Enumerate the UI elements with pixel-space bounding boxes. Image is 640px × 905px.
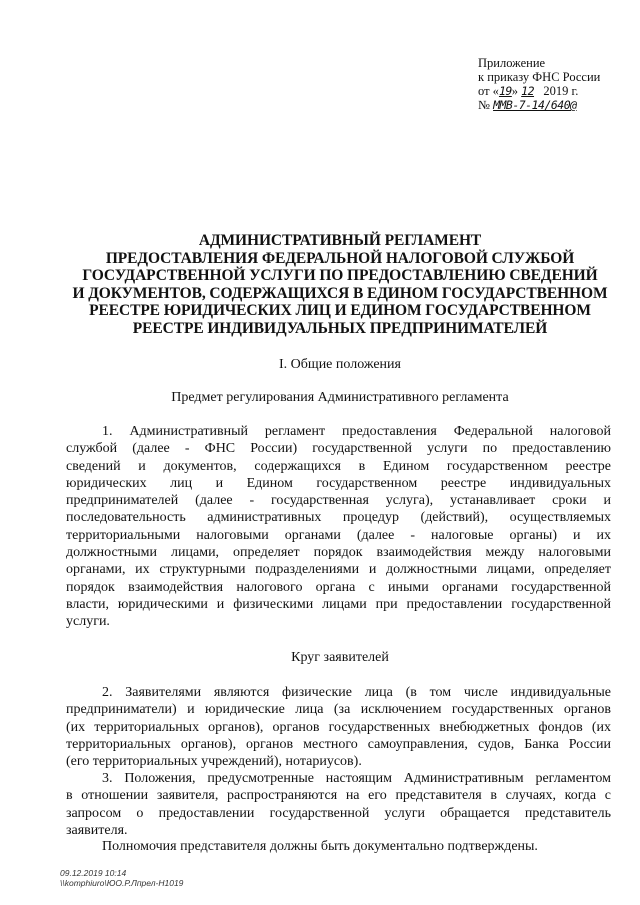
subheading-regulation-subject: Предмет регулирования Административного регламента — [171, 390, 509, 405]
paragraph-line: сведений и документов, содержащихся в Едином государственном реестре — [66, 458, 611, 474]
document-title — [60, 232, 620, 337]
paragraph-line: 3. Положения, предусмотренные настоящим Административным регламентом — [102, 771, 611, 786]
date-year: 2019 г. — [543, 84, 579, 98]
title-line: И ДОКУМЕНТОВ, СОДЕРЖАЩИХСЯ В ЕДИНОМ ГОСУДАРСТВЕННОМ — [72, 284, 608, 302]
paragraph-line: предприниматели) и юридические лица (за исключением государственных органов — [66, 702, 611, 718]
date-mid: » — [511, 84, 519, 98]
paragraph-line: власти, юридическими и физическими лицами при предоставлении государственной — [66, 596, 611, 612]
section-heading-applicants: Круг заявителей — [291, 650, 389, 665]
paragraph-line: (его территориальных учреждений), нотариусов). — [66, 754, 362, 770]
file-footer — [60, 868, 183, 888]
paragraph-line: юридических лиц и Едином государственном реестре индивидуальных — [66, 475, 611, 491]
paragraph-line: должностными лицами, определяет порядок взаимодействия между налоговыми — [66, 545, 611, 561]
title-line: ПРЕДОСТАВЛЕНИЯ ФЕДЕРАЛЬНОЙ НАЛОГОВОЙ СЛУЖБОЙ — [105, 249, 575, 267]
date-prefix: от « — [478, 84, 499, 98]
footer-timestamp: 09.12.2019 10:14 — [60, 868, 127, 878]
title-line: РЕЕСТРЕ ИНДИВИДУАЛЬНЫХ ПРЕДПРИНИМАТЕЛЕЙ — [132, 319, 548, 337]
date-day: 19 — [498, 84, 512, 98]
title-line: ГОСУДАРСТВЕННОЙ УСЛУГИ ПО ПРЕДОСТАВЛЕНИЮ СВЕДЕНИЙ — [82, 267, 598, 284]
paragraph-line: территориальных органов), органов местного самоуправления, судов, Банка России — [66, 736, 611, 752]
paragraph-2 — [66, 684, 611, 770]
paragraph-3 — [66, 770, 611, 839]
paragraph-line: органами, их структурными подразделениями и должностными лицами, определяет — [66, 562, 611, 578]
title-line: АДМИНИСТРАТИВНЫЙ РЕГЛАМЕНТ — [198, 232, 482, 249]
appendix-date — [478, 84, 628, 98]
paragraph-line: Полномочия представителя должны быть документально подтверждены. — [102, 839, 538, 854]
section-heading-general: I. Общие положения — [279, 357, 401, 372]
number-prefix: № — [478, 98, 490, 112]
paragraph-line: службой (далее - ФНС России) государственной услуги по предоставлению — [66, 441, 611, 457]
paragraph-line: территориальными налоговыми органами (далее - налоговые органы) и их — [66, 527, 611, 543]
paragraph-1 — [66, 423, 611, 631]
paragraph-line: 1. Административный регламент предоставления Федеральной налоговой — [102, 424, 611, 439]
paragraph-line: 2. Заявителями являются физические лица (в том числе индивидуальные — [102, 685, 611, 700]
paragraph-line: услуги. — [66, 614, 110, 630]
number-value: ММВ-7-14/640@ — [493, 98, 577, 112]
title-line: РЕЕСТРЕ ЮРИДИЧЕСКИХ ЛИЦ И ЕДИНОМ ГОСУДАРСТВЕННОМ — [89, 302, 591, 319]
footer-path: \\komphiuro\ЮО.Р.Лпрел-Н1019 — [60, 878, 184, 888]
paragraph-line: предпринимателей (далее - государственная услуга), устанавливает сроки и — [66, 493, 611, 509]
appendix-number — [478, 98, 628, 112]
paragraph-4 — [66, 838, 611, 855]
appendix-line-2: к приказу ФНС России — [478, 70, 601, 84]
paragraph-line: заявителя. — [66, 822, 128, 838]
paragraph-line: запросом о предоставлении государственной услуги обращается представитель — [66, 805, 611, 821]
paragraph-line: в отношении заявителя, распространяются на его представителя в случаях, когда с — [66, 788, 611, 804]
appendix-line-1: Приложение — [478, 56, 546, 70]
paragraph-line: (их территориальных органов), органов государственных внебюджетных фондов (их — [66, 719, 611, 735]
appendix-block — [478, 56, 628, 112]
date-month: 12 — [521, 84, 535, 98]
paragraph-line: последовательность административных процедур (действий), осуществляемых — [66, 510, 611, 526]
paragraph-line: порядок взаимодействия налогового органа с иными органами государственной — [66, 579, 611, 595]
